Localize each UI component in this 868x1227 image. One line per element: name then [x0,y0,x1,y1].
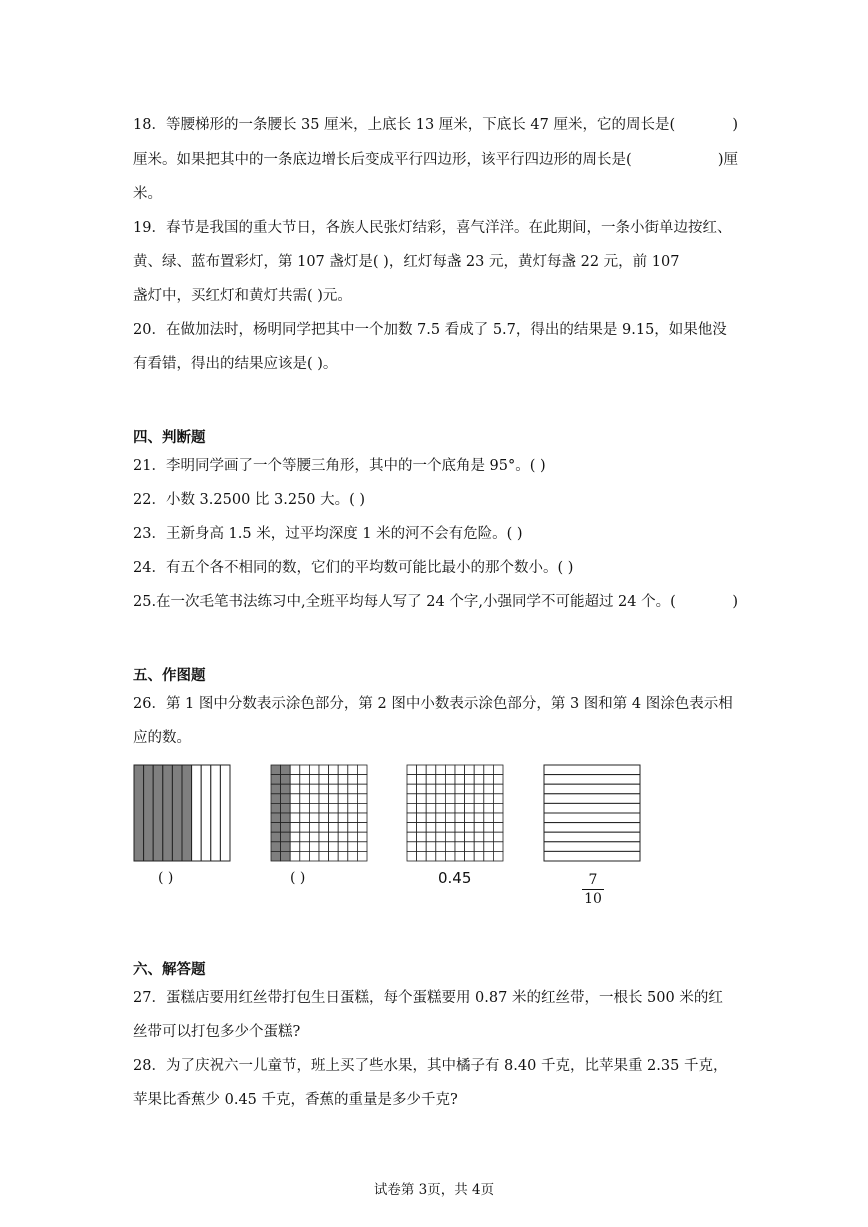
grid-cell [436,803,446,813]
grid-cell [338,794,348,804]
grid-cell [357,765,367,775]
grid-cell [417,832,427,842]
grid-cell [484,813,494,823]
grid-cell [474,842,484,852]
grid-cell [271,823,281,833]
grid-cell [271,842,281,852]
strip [201,765,211,861]
grid-cell [309,842,319,852]
grid-cell [465,813,475,823]
grid-cell [338,813,348,823]
grid-cell [465,823,475,833]
q28-line1: 28．为了庆祝六一儿童节，班上买了些水果，其中橘子有 8.40 千克，比苹果重 2.35 千克， [133,1058,728,1074]
grid-cell [338,823,348,833]
strip [544,803,640,813]
grid-cell [465,784,475,794]
grid-cell [309,832,319,842]
grid-cell [426,765,436,775]
grid-cell [417,784,427,794]
q26-line2: 应的数。 [133,730,191,746]
grid-cell [357,794,367,804]
q27-line2: 丝带可以打包多少个蛋糕? [133,1024,301,1040]
grid-cell [329,794,339,804]
q18-line1-blank-end: ) [732,117,738,133]
section5-title: 五、作图题 [133,667,206,684]
grid-cell [357,842,367,852]
fraction-denominator: 10 [584,891,602,907]
grid-cell [348,851,358,861]
grid-cell [329,842,339,852]
grid-cell [455,851,465,861]
grid-cell [348,813,358,823]
strip [153,765,163,861]
grid-cell [348,823,358,833]
grid-cell [407,784,417,794]
grid-cell [357,823,367,833]
grid-cell [271,765,281,775]
fraction-numerator: 7 [588,872,598,888]
strip [211,765,221,861]
grid-cell [474,794,484,804]
q19-line1: 19．春节是我国的重大节日，各族人民张灯结彩，喜气洋洋。在此期间，一条小街单边按红、 [133,220,732,236]
grid-cell [417,813,427,823]
grid-cell [300,784,310,794]
grid-cell [329,803,339,813]
grid-cell [484,832,494,842]
grid-cell [338,775,348,785]
grid-cell [445,803,455,813]
strip [544,765,640,775]
grid-cell [281,784,291,794]
grid-cell [329,775,339,785]
q26-line1: 26．第 1 图中分数表示涂色部分，第 2 图中小数表示涂色部分，第 3 图和第 4 图涂色表示相 [133,696,733,712]
grid-cell [465,851,475,861]
grid-cell [436,842,446,852]
grid-cell [474,803,484,813]
grid-cell [417,851,427,861]
grid-cell [493,842,503,852]
grid-cell [348,832,358,842]
q20-line1: 20．在做加法时，杨明同学把其中一个加数 7.5 看成了 5.7，得出的结果是 9.15，如果他没 [133,322,727,338]
grid-cell [407,775,417,785]
grid-cell [281,775,291,785]
grid-cell [407,813,417,823]
grid-cell [271,813,281,823]
grid-cell [426,775,436,785]
strip [144,765,154,861]
grid-cell [445,823,455,833]
grid-cell [484,842,494,852]
grid-cell [436,851,446,861]
grid-cell [407,823,417,833]
grid-cell [493,784,503,794]
grid-cell [493,813,503,823]
grid-cell [319,775,329,785]
grid-cell [309,813,319,823]
grid-cell [474,784,484,794]
grid-cell [493,775,503,785]
grid-cell [290,832,300,842]
grid-cell [426,803,436,813]
grid-cell [407,794,417,804]
grid-cell [417,842,427,852]
grid-cell [484,851,494,861]
grid-cell [445,794,455,804]
grid-cell [407,842,417,852]
grid-cell [455,794,465,804]
grid-cell [309,784,319,794]
grid-cell [455,842,465,852]
grid-cell [484,794,494,804]
q24: 24．有五个各不相同的数，它们的平均数可能比最小的那个数小。( ) [133,560,574,576]
grid-cell [281,813,291,823]
grid-cell [309,851,319,861]
grid-cell [271,803,281,813]
grid-cell [407,832,417,842]
figure2-answer-blank: ( ) [290,870,306,886]
grid-cell [445,765,455,775]
grid-cell [484,784,494,794]
grid-cell [290,851,300,861]
grid-cell [309,803,319,813]
grid-cell [474,832,484,842]
q27-line1: 27．蛋糕店要用红丝带打包生日蛋糕，每个蛋糕要用 0.87 米的红丝带，一根长 500 米的红 [133,990,723,1006]
grid-cell [271,775,281,785]
grid-cell [474,813,484,823]
grid-cell [436,794,446,804]
grid-cell [271,784,281,794]
fraction-bar [582,889,604,890]
grid-cell [493,794,503,804]
grid-cell [309,765,319,775]
grid-cell [319,794,329,804]
q25: 25.在一次毛笔书法练习中,全班平均每人写了 24 个字,小强同学不可能超过 24 个。( [133,594,676,610]
figure3-label: 0.45 [438,869,472,887]
grid-cell [455,813,465,823]
grid-cell [357,775,367,785]
strip [544,832,640,842]
grid-cell [436,832,446,842]
grid-cell [407,851,417,861]
grid-cell [329,784,339,794]
grid-cell [338,842,348,852]
grid-cell [445,832,455,842]
grid-cell [319,832,329,842]
grid-cell [319,803,329,813]
strip [220,765,230,861]
q22: 22．小数 3.2500 比 3.250 大。( ) [133,492,366,508]
grid-cell [348,775,358,785]
grid-cell [329,832,339,842]
grid-cell [290,794,300,804]
grid-cell [329,765,339,775]
grid-cell [445,813,455,823]
grid-cell [290,775,300,785]
grid-cell [426,823,436,833]
figure1-strips [133,764,231,862]
q20-line2: 有看错，得出的结果应该是( )。 [133,356,338,372]
grid-cell [436,823,446,833]
grid-cell [290,813,300,823]
grid-cell [474,851,484,861]
grid-cell [465,765,475,775]
grid-cell [300,765,310,775]
strip [544,813,640,823]
strip [544,842,640,852]
grid-cell [329,823,339,833]
q28-line2: 苹果比香蕉少 0.45 千克，香蕉的重量是多少千克? [133,1092,458,1108]
q19-line2: 黄、绿、蓝布置彩灯，第 107 盏灯是( )，红灯每盏 23 元，黄灯每盏 22 元，前 107 [133,254,680,270]
grid-cell [455,775,465,785]
grid-cell [436,775,446,785]
strip [163,765,173,861]
grid-cell [281,803,291,813]
grid-cell [493,765,503,775]
grid-cell [338,765,348,775]
grid-cell [300,832,310,842]
grid-cell [348,784,358,794]
q18-line1: 18．等腰梯形的一条腰长 35 厘米，上底长 13 厘米，下底长 47 厘米，它的周长是( [133,117,676,133]
grid-cell [300,842,310,852]
strip [172,765,182,861]
grid-cell [474,765,484,775]
grid-cell [426,784,436,794]
grid-cell [300,823,310,833]
grid-cell [357,803,367,813]
grid-cell [281,832,291,842]
grid-cell [455,784,465,794]
grid-cell [319,765,329,775]
grid-cell [290,784,300,794]
grid-cell [407,803,417,813]
grid-cell [309,794,319,804]
grid-cell [338,803,348,813]
grid-cell [493,803,503,813]
grid-cell [300,803,310,813]
grid-cell [281,851,291,861]
grid-cell [474,823,484,833]
grid-cell [290,765,300,775]
q19-line3: 盏灯中，买红灯和黄灯共需( )元。 [133,288,352,304]
grid-cell [290,842,300,852]
grid-cell [474,775,484,785]
grid-cell [484,823,494,833]
q18-line2-blank-end: )厘 [717,152,738,168]
grid-cell [300,794,310,804]
grid-cell [281,765,291,775]
grid-cell [338,784,348,794]
grid-cell [445,842,455,852]
section4-title: 四、判断题 [133,429,206,446]
strip [544,823,640,833]
grid-cell [455,803,465,813]
grid-cell [493,832,503,842]
grid-cell [445,784,455,794]
grid-cell [338,832,348,842]
grid-cell [465,803,475,813]
q25-blank-end: ) [732,594,738,610]
grid-cell [417,765,427,775]
q21: 21．李明同学画了一个等腰三角形，其中的一个底角是 95°。( ) [133,458,546,474]
section6-title: 六、解答题 [133,961,206,978]
figure2-grid [270,764,368,862]
grid-cell [426,851,436,861]
strip [544,851,640,861]
grid-cell [417,823,427,833]
grid-cell [484,765,494,775]
grid-cell [445,851,455,861]
grid-cell [426,794,436,804]
grid-cell [426,842,436,852]
grid-cell [357,813,367,823]
grid-cell [455,765,465,775]
grid-cell [455,823,465,833]
grid-cell [436,765,446,775]
figure3-grid [406,764,504,862]
grid-cell [271,851,281,861]
grid-cell [309,775,319,785]
grid-cell [290,823,300,833]
grid-cell [348,842,358,852]
grid-cell [417,775,427,785]
grid-cell [348,765,358,775]
grid-cell [436,813,446,823]
grid-cell [417,803,427,813]
grid-cell [309,823,319,833]
q18-line2: 厘米。如果把其中的一条底边增长后变成平行四边形，该平行四边形的周长是( [133,152,632,168]
grid-cell [319,842,329,852]
strip [544,794,640,804]
grid-cell [319,823,329,833]
grid-cell [455,832,465,842]
strip [544,784,640,794]
grid-cell [300,851,310,861]
grid-cell [465,794,475,804]
grid-cell [348,803,358,813]
grid-cell [271,794,281,804]
grid-cell [281,823,291,833]
grid-cell [357,851,367,861]
grid-cell [465,842,475,852]
grid-cell [300,813,310,823]
strip [182,765,192,861]
figure1-answer-blank: ( ) [158,870,174,886]
grid-cell [357,832,367,842]
grid-cell [426,813,436,823]
grid-cell [436,784,446,794]
figure4-strips [543,764,641,862]
grid-cell [329,851,339,861]
grid-cell [493,851,503,861]
grid-cell [281,842,291,852]
grid-cell [271,832,281,842]
grid-cell [484,775,494,785]
grid-cell [319,851,329,861]
grid-cell [426,832,436,842]
grid-cell [290,803,300,813]
grid-cell [319,784,329,794]
grid-cell [493,823,503,833]
grid-cell [484,803,494,813]
grid-cell [338,851,348,861]
grid-cell [319,813,329,823]
strip [134,765,144,861]
grid-cell [417,794,427,804]
grid-cell [357,784,367,794]
grid-cell [465,775,475,785]
strip [192,765,202,861]
grid-cell [329,813,339,823]
page-footer: 试卷第 3页，共 4页 [373,1182,495,1198]
grid-cell [281,794,291,804]
grid-cell [348,794,358,804]
strip [544,775,640,785]
grid-cell [300,775,310,785]
q23: 23．王新身高 1.5 米，过平均深度 1 米的河不会有危险。( ) [133,526,523,542]
figure4-fraction [578,872,608,907]
grid-cell [465,832,475,842]
grid-cell [445,775,455,785]
grid-cell [407,765,417,775]
q18-line3: 米。 [133,186,162,202]
